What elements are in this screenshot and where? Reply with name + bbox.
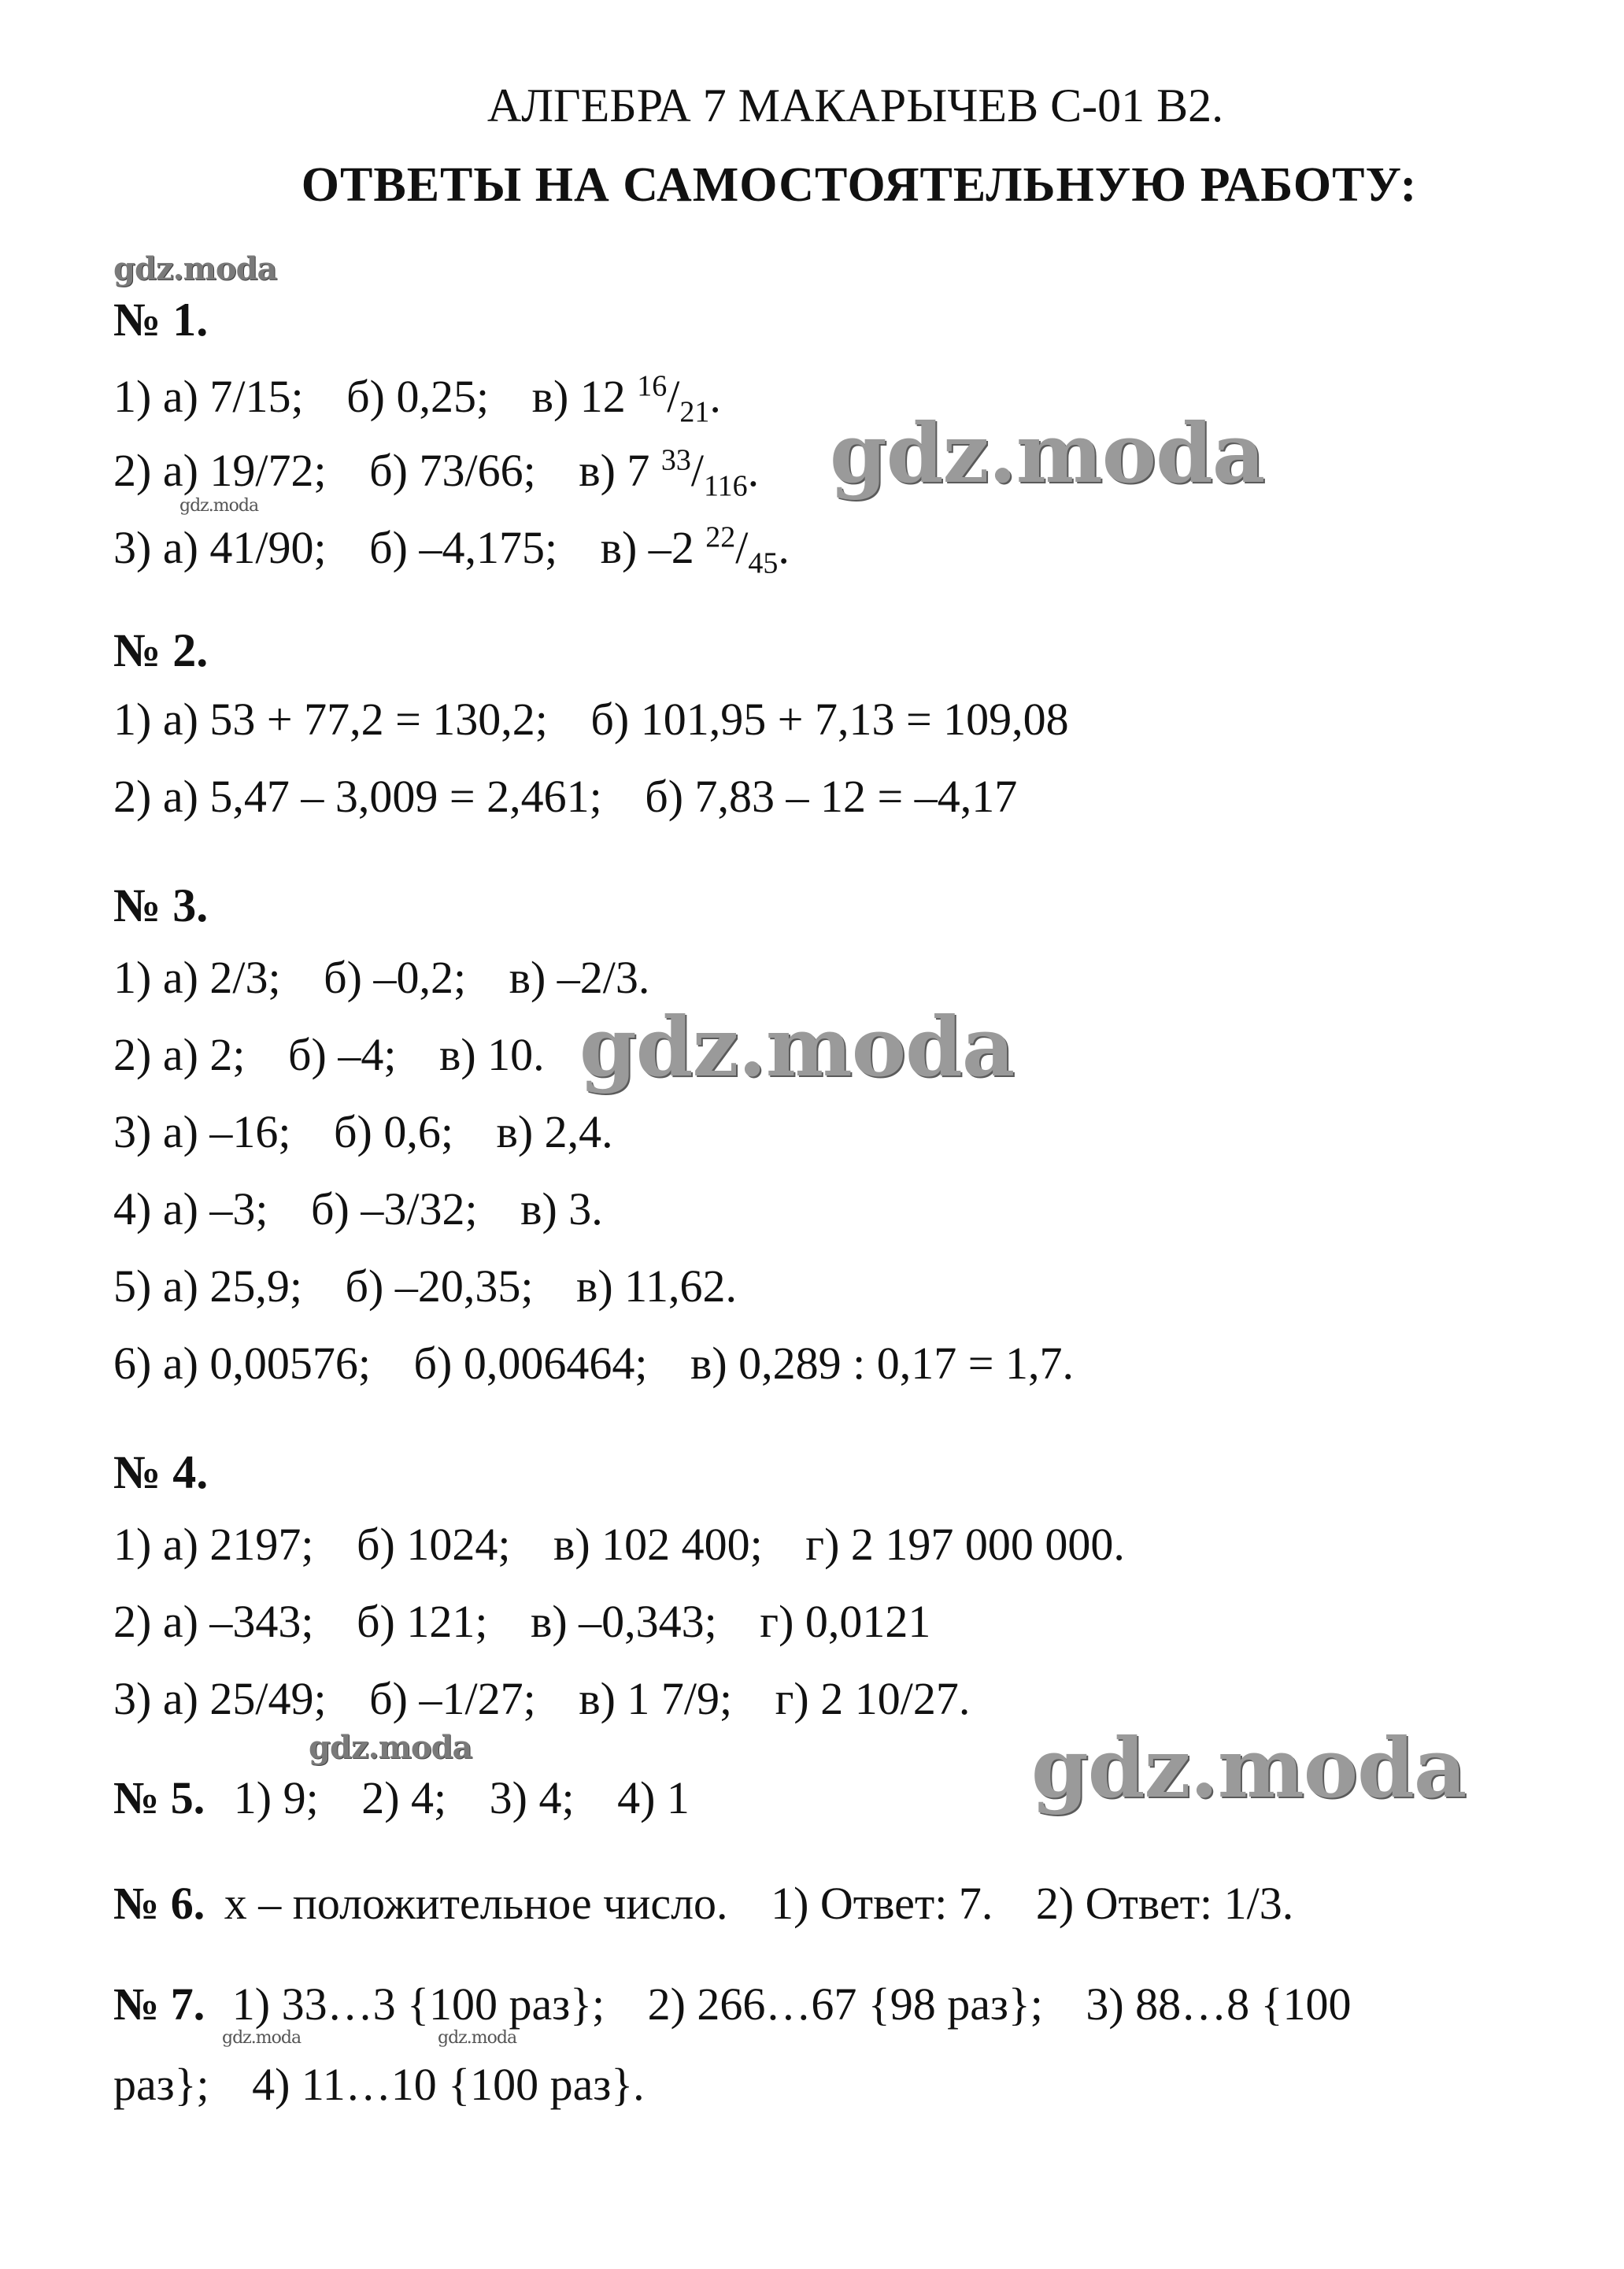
section-1-line-3: [113, 520, 790, 580]
answer-a: а) 5,47 – 3,009 = 2,461;: [162, 771, 602, 822]
line-label: 2): [113, 445, 152, 496]
section-7-line-1: № 7. 1) 33…3 {100 раз}; 2) 266…67 {98 раз}; 3) 88…8 {100: [113, 1978, 1352, 2030]
section-5-line: № 5. 1) 9; 2) 4; 3) 4; 4) 1: [113, 1772, 690, 1823]
section-3-line: 1) а) 2/3; б) –0,2; в) –2/3.: [113, 952, 650, 1003]
section-1-line-1: [113, 369, 721, 429]
answer-a: а) 41/90;: [162, 522, 327, 573]
section-3-line: 3) а) –16; б) 0,6; в) 2,4.: [113, 1106, 613, 1157]
section-3-line: 2) а) 2; б) –4; в) 10.: [113, 1029, 545, 1080]
answer-b: б) 101,95 + 7,13 = 109,08: [590, 694, 1069, 745]
section-4-heading: № 4.: [113, 1446, 209, 1498]
watermark: gdz.moda: [438, 2028, 517, 2048]
answer-b: б) 0,25;: [346, 371, 490, 422]
answer-b: б) 73/66;: [369, 445, 536, 496]
watermark: gdz.moda: [222, 2028, 301, 2048]
section-3-line: 6) а) 0,00576; б) 0,006464; в) 0,289 : 0,17 = 1,7.: [113, 1338, 1074, 1389]
answer-c: в) –2 $^{22}/_{45}$.: [600, 520, 790, 580]
watermark: gdz.moda: [113, 250, 277, 287]
section-3-line: 5) а) 25,9; б) –20,35; в) 11,62.: [113, 1260, 738, 1312]
section-3-heading: № 3.: [113, 879, 209, 931]
section-1-line-2: [113, 443, 760, 503]
section-4-line: 2) а) –343; б) 121; в) –0,343; г) 0,0121: [113, 1596, 931, 1647]
watermark: gdz.moda: [309, 1729, 472, 1766]
line-label: 2): [113, 771, 152, 822]
section-2-heading: № 2.: [113, 624, 209, 676]
answer-a: а) 19/72;: [162, 445, 327, 496]
section-6-line: № 6. х – положительное число. 1) Ответ: 7. 2) Ответ: 1/3.: [113, 1878, 1294, 1929]
section-2-line-2: [113, 770, 1017, 823]
page-title: АЛГЕБРА 7 МАКАРЫЧЕВ С-01 В2.: [486, 80, 1224, 131]
watermark: gdz.moda: [830, 405, 1265, 502]
watermark: gdz.moda: [1031, 1719, 1467, 1816]
answer-c: в) 7 $^{33}/_{116}$.: [579, 443, 760, 503]
watermark: gdz.moda: [579, 998, 1015, 1095]
section-6-heading: № 6.: [113, 1878, 205, 1929]
watermark: gdz.moda: [179, 496, 259, 516]
section-4-line: 1) а) 2197; б) 1024; в) 102 400; г) 2 197 000 000.: [113, 1519, 1125, 1570]
section-2-line-1: [113, 693, 1069, 746]
section-4-line: 3) а) 25/49; б) –1/27; в) 1 7/9; г) 2 10/27.: [113, 1673, 971, 1724]
answer-c: в) 12 $^{16}/_{21}$.: [531, 369, 721, 429]
section-1-heading: № 1.: [113, 294, 209, 346]
line-label: 1): [113, 371, 152, 422]
answer-a: а) 53 + 77,2 = 130,2;: [162, 694, 548, 745]
answer-b: б) –4,175;: [369, 522, 558, 573]
answer-a: а) 7/15;: [162, 371, 304, 422]
section-7-heading: № 7.: [113, 1978, 205, 2030]
line-label: 1): [113, 694, 152, 745]
page-subtitle: ОТВЕТЫ НА САМОСТОЯТЕЛЬНУЮ РАБОТУ:: [301, 158, 1418, 212]
section-7-line-2: раз}; 4) 11…10 {100 раз}.: [113, 2059, 645, 2110]
section-5-heading: № 5.: [113, 1772, 205, 1823]
section-3-line: 4) а) –3; б) –3/32; в) 3.: [113, 1183, 603, 1234]
answer-b: б) 7,83 – 12 = –4,17: [645, 771, 1018, 822]
line-label: 3): [113, 522, 152, 573]
